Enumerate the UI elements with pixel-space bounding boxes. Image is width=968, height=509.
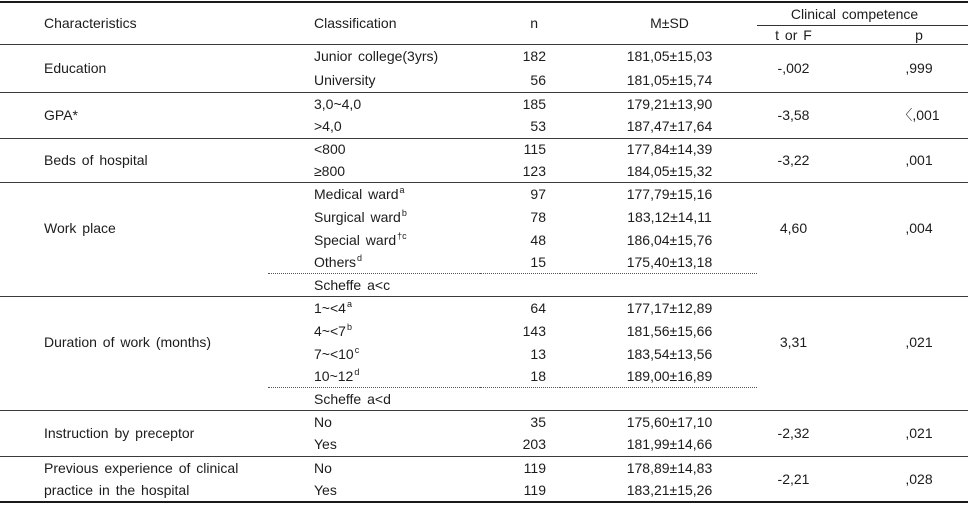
classification-cell: Yes [314,436,337,453]
classification-cell: University [314,71,376,88]
p-value-cell: ,004 [870,182,968,273]
classification-cell [268,342,480,365]
post-hoc-row [0,273,968,296]
empty-cell [757,387,968,410]
p-value-cell: ,021 [870,296,968,387]
characteristic-cell: Work place [0,182,268,273]
classification-cell: No [268,456,480,479]
classification-label: Others [314,253,357,270]
msd-cell: 187,47±17,64 [626,118,713,135]
msd-cell: 189,00±16,89 [626,367,713,384]
header-msd: M±SD [650,15,689,32]
post-hoc-row [0,387,968,410]
msd-cell: 183,21±15,26 [626,482,713,498]
n-cell: 48 [530,231,546,248]
msd-cell: 177,17±12,89 [560,296,757,319]
characteristic-cell: GPA* [0,92,268,138]
n-cell: 185 [480,92,560,115]
header-n: n [530,15,538,32]
classification-cell: <800 [268,138,480,160]
n-cell: 123 [522,162,546,179]
n-cell: 143 [522,322,546,339]
header-p: p [915,26,923,43]
n-cell: 119 [480,456,560,479]
classification-cell: No [268,410,480,433]
classification-label: 7~<10 [314,345,354,362]
n-cell: 18 [530,367,546,384]
t-value-cell: -3,58 [757,92,870,138]
table-row [0,456,968,479]
footnote-marker: †c [397,230,407,241]
msd-cell: 181,05±15,03 [560,44,757,68]
table-row [0,44,968,68]
t-value-cell: -2,32 [757,410,870,456]
footnote-marker: c [354,344,360,355]
n-cell: 64 [480,296,560,319]
msd-cell: 177,79±15,16 [560,182,757,205]
t-value-cell: 4,60 [757,182,870,273]
header-row [0,2,968,25]
footnote-marker: b [346,321,352,332]
n-cell: 13 [530,345,546,362]
t-value-cell: -,002 [757,44,870,92]
p-value-cell: ,021 [870,410,968,456]
header-characteristics: Characteristics [44,15,137,32]
classification-cell: 3,0~4,0 [268,92,480,115]
table-row [0,182,968,205]
classification-cell [268,365,480,387]
classification-cell: ≥800 [314,162,346,179]
classification-cell [268,319,480,342]
header-classification: Classification [314,15,397,32]
p-value-cell: ,028 [870,456,968,502]
classification-label: Medical ward [314,185,399,202]
post-hoc-cell: Scheffe a<c [268,273,757,296]
table-row [0,138,968,160]
msd-cell: 181,56±15,66 [626,322,713,339]
table-row [0,410,968,433]
n-cell: 78 [530,208,546,225]
msd-cell: 186,04±15,76 [626,231,713,248]
p-value-cell: 〈,001 [870,92,968,138]
table-row [0,296,968,319]
msd-cell: 181,05±15,74 [626,71,713,88]
msd-cell: 175,40±13,18 [626,253,713,270]
n-cell: 15 [530,253,546,270]
msd-cell: 178,89±14,83 [560,456,757,479]
msd-cell: 177,84±14,39 [560,138,757,160]
t-value-cell: -3,22 [757,138,870,182]
header-t-or-f: t or F [775,26,812,43]
p-value-cell: ,001 [870,138,968,182]
classification-label: Special ward [314,231,397,248]
n-cell: 97 [480,182,560,205]
msd-cell: 183,54±13,56 [626,345,713,362]
classification-label: Surgical ward [314,208,401,225]
characteristic-cell: Education [0,44,268,92]
classification-cell [268,228,480,251]
header-clinical-competence: Clinical competence [757,2,968,25]
n-cell: 56 [530,71,546,88]
n-cell: 115 [480,138,560,160]
classification-label: 4~<7 [314,322,346,339]
empty-cell [757,273,968,296]
msd-cell: 183,12±14,11 [627,208,712,225]
footnote-marker: d [357,252,363,263]
footnote-marker: b [401,207,407,218]
classification-cell: >4,0 [314,118,342,135]
classification-cell: Junior college(3yrs) [268,44,480,68]
characteristic-cell: Previous experience of clinical practice in the hospital [0,456,268,502]
n-cell: 35 [480,410,560,433]
classification-cell [268,182,480,205]
classification-cell [268,296,480,319]
footnote-marker: a [399,184,405,195]
msd-cell: 175,60±17,10 [560,410,757,433]
n-cell: 119 [523,482,546,498]
table-row [0,92,968,115]
characteristic-cell: Duration of work (months) [0,296,268,387]
classification-cell [268,205,480,228]
t-value-cell: -2,21 [757,456,870,502]
empty-cell [0,273,268,296]
classification-cell: Yes [314,482,337,498]
p-value-cell: ,999 [870,44,968,92]
classification-label: 10~12 [314,367,354,384]
footnote-marker: d [354,366,360,377]
msd-cell: 184,05±15,32 [626,162,713,179]
n-cell: 53 [530,118,546,135]
characteristic-cell: Instruction by preceptor [0,410,268,456]
n-cell: 182 [480,44,560,68]
classification-cell [268,251,480,273]
post-hoc-cell: Scheffe a<d [268,387,757,410]
t-value-cell: 3,31 [757,296,870,387]
footnote-marker: a [346,298,352,309]
results-table [0,1,968,503]
classification-label: 1~<4 [314,299,346,316]
empty-cell [0,387,268,410]
n-cell: 203 [522,436,546,453]
msd-cell: 181,99±14,66 [626,436,713,453]
msd-cell: 179,21±13,90 [560,92,757,115]
characteristic-cell: Beds of hospital [0,138,268,182]
